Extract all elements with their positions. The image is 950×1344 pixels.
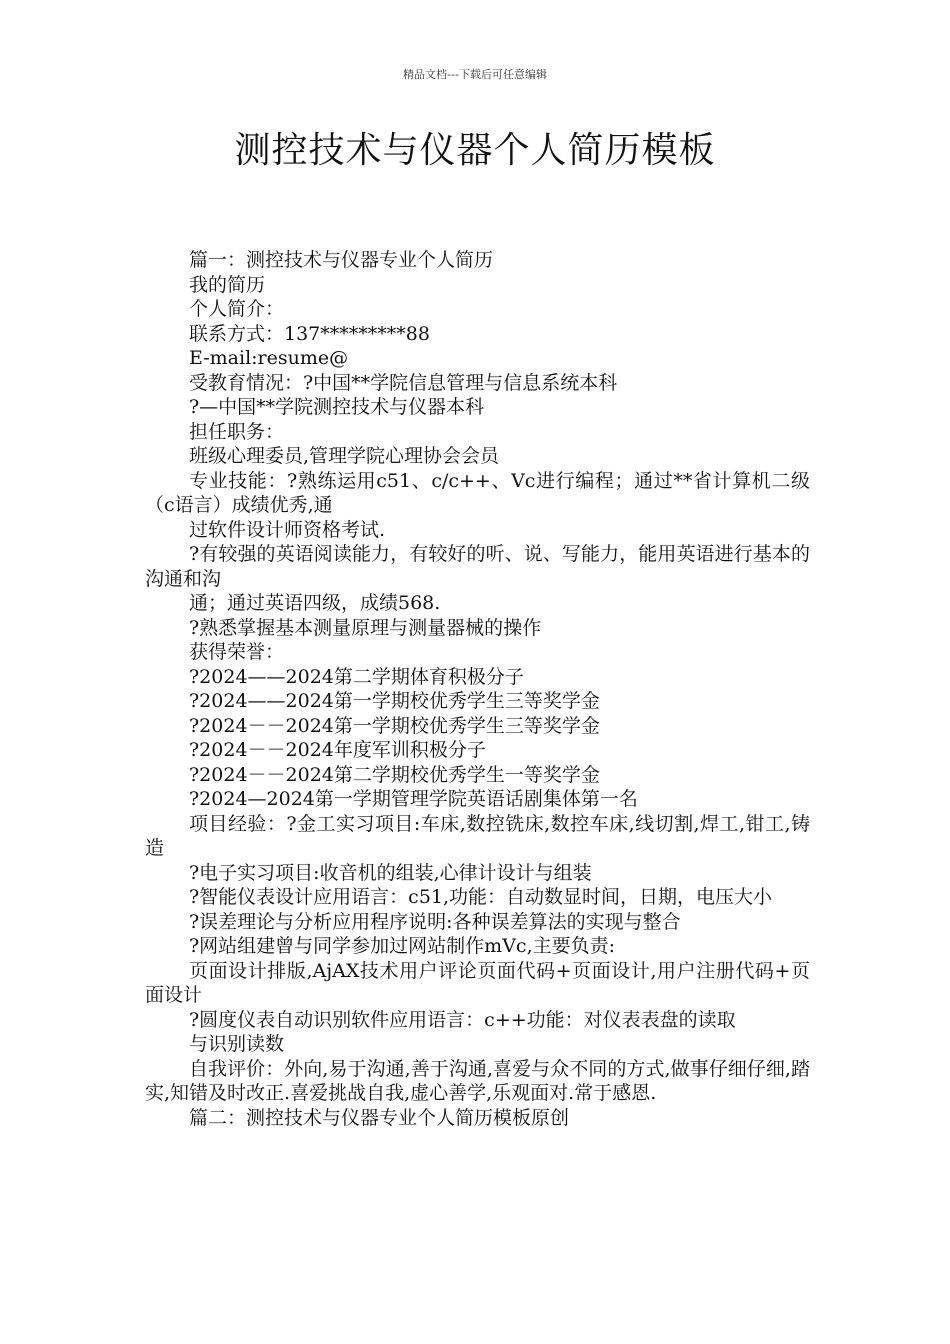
paragraph: 过软件设计师资格考试.: [189, 518, 386, 541]
document-body: [145, 248, 810, 1130]
paragraph: 担任职务：: [189, 420, 285, 443]
paragraph: ?2024—2024第一学期管理学院英语话剧集体第一名: [189, 788, 638, 810]
page-header-note: 精品文档---下载后可任意编辑: [403, 68, 547, 81]
paragraph: 专业技能：?熟练运用c51、c/c++、Vc进行编程；通过**省计算机二级（c语言）成绩优秀,通: [145, 469, 810, 516]
paragraph: 获得荣誉：: [189, 641, 285, 663]
paragraph: ?电子实习项目:收音机的组装,心律计设计与组装: [189, 861, 592, 884]
paragraph: 自我评价：外向,易于沟通,善于沟通,喜爱与众不同的方式,做事仔细仔细,踏实,知错及时改正.喜爱挑战自我,虚心善学,乐观面对.常于感恩.: [145, 1057, 810, 1104]
paragraph: 联系方式：137*********88: [189, 322, 430, 345]
paragraph: 受教育情况：?中国**学院信息管理与信息系统本科: [189, 371, 618, 394]
paragraph: 通；通过英语四级，成绩568.: [189, 592, 441, 614]
paragraph: 页面设计排版,AjAX技术用户评论页面代码+页面设计,用户注册代码+页面设计: [145, 959, 810, 1006]
paragraph: ?2024——2024第一学期校优秀学生三等奖学金: [189, 690, 600, 712]
paragraph: ?智能仪表设计应用语言：c51,功能：自动数显时间，日期，电压大小: [189, 886, 773, 908]
paragraph: 与识别读数: [189, 1033, 285, 1055]
paragraph: ?熟悉掌握基本测量原理与测量器械的操作: [189, 616, 542, 639]
paragraph: ?2024－－2024第一学期校优秀学生三等奖学金: [189, 714, 600, 737]
paragraph: 我的简历: [189, 273, 266, 296]
paragraph: ?网站组建曾与同学参加过网站制作mVc,主要负责:: [189, 935, 616, 957]
paragraph: 项目经验：?金工实习项目:车床,数控铣床,数控车床,线切割,焊工,钳工,铸造: [145, 812, 810, 859]
paragraph: ?2024－－2024年度军训积极分子: [189, 739, 486, 761]
document-title: 测控技术与仪器个人简历模板: [234, 130, 716, 171]
paragraph: ?—中国**学院测控技术与仪器本科: [189, 396, 485, 418]
paragraph: 篇一：测控技术与仪器专业个人简历: [189, 249, 494, 271]
paragraph: ?圆度仪表自动识别软件应用语言：c++功能：对仪表表盘的读取: [189, 1008, 736, 1031]
paragraph: ?2024——2024第二学期体育积极分子: [189, 665, 524, 688]
paragraph: ?误差理论与分析应用程序说明:各种误差算法的实现与整合: [189, 910, 681, 933]
paragraph: E-mail:resume@: [189, 347, 349, 369]
paragraph: ?2024－－2024第二学期校优秀学生一等奖学金: [189, 763, 600, 786]
paragraph: 班级心理委员,管理学院心理协会会员: [189, 445, 500, 467]
paragraph: ?有较强的英语阅读能力，有较好的听、说、写能力，能用英语进行基本的沟通和沟: [145, 543, 810, 590]
paragraph: 个人简介：: [189, 298, 285, 320]
paragraph: 篇二：测控技术与仪器专业个人简历模板原创: [189, 1106, 570, 1129]
